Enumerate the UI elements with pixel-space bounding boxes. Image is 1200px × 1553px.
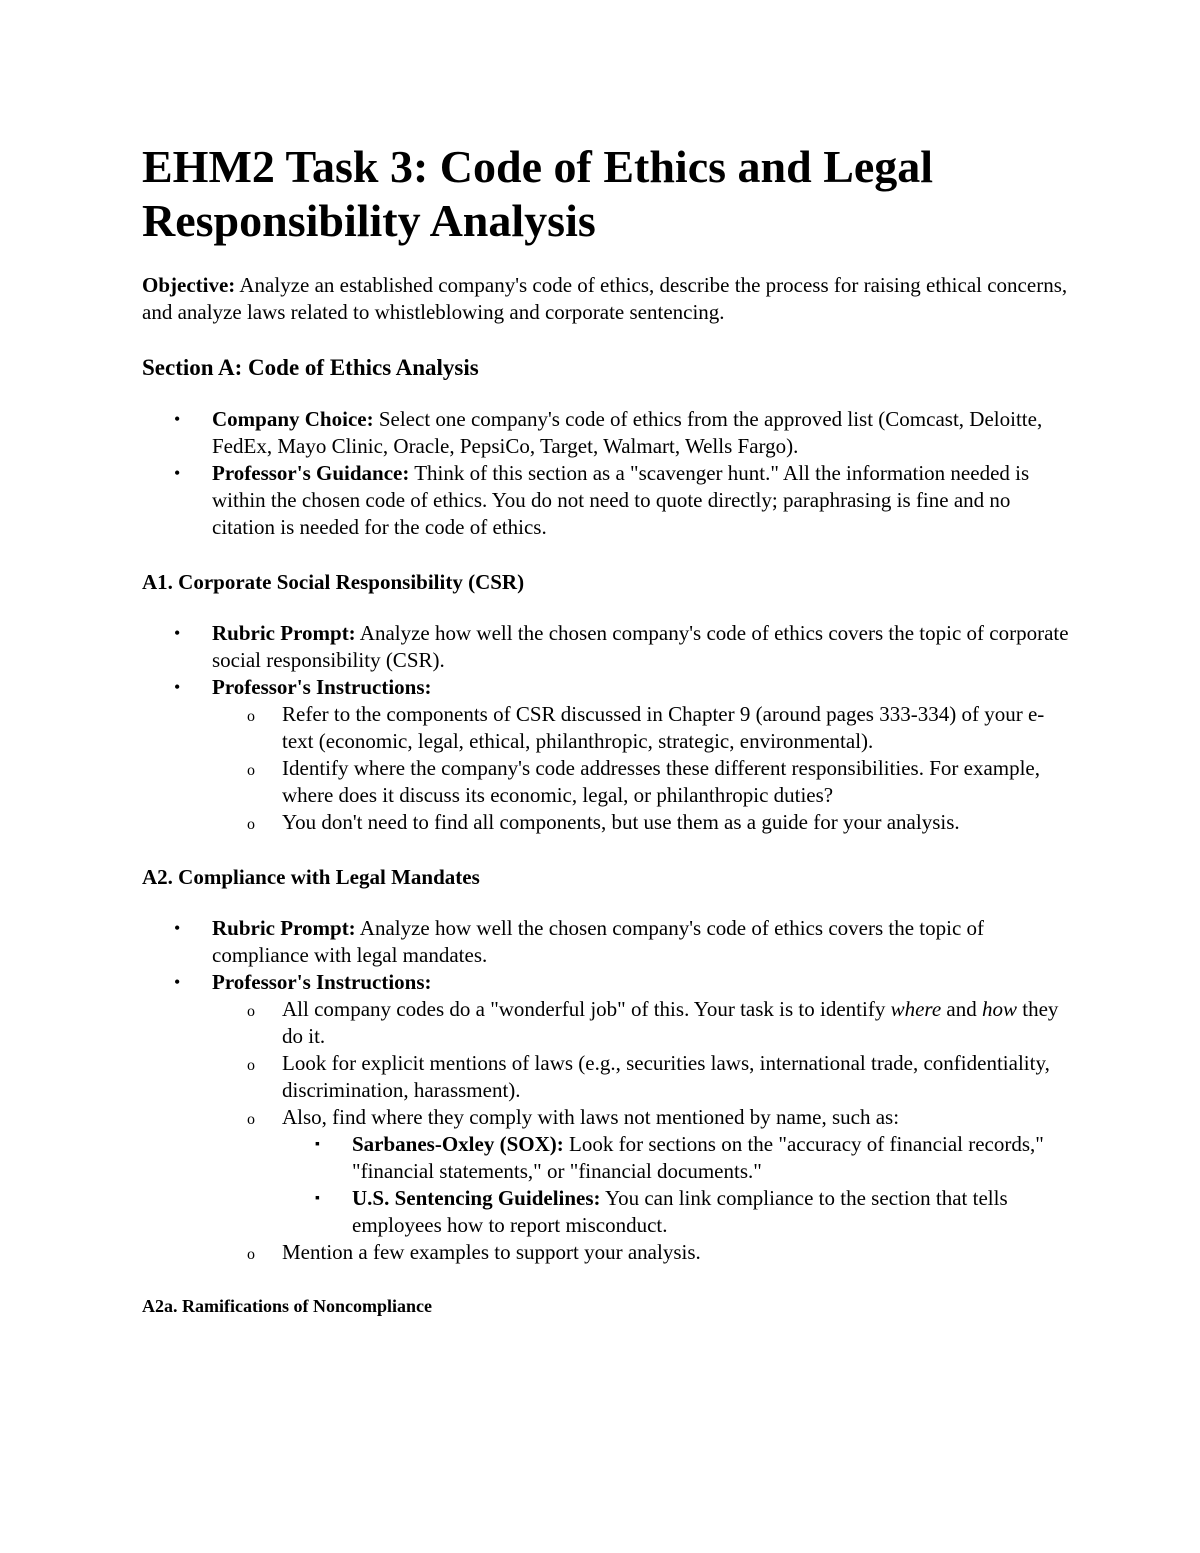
circle-bullet-icon: o: [247, 1111, 255, 1128]
bullet-label: Professor's Guidance:: [212, 461, 410, 485]
list-item: [212, 1104, 1072, 1239]
list-item: [212, 755, 1072, 809]
bullet-icon: •: [174, 918, 181, 938]
circle-bullet-icon: o: [247, 1246, 255, 1263]
list-item: [142, 915, 1072, 969]
document-title: EHM2 Task 3: Code of Ethics and Legal Responsibility Analysis: [142, 141, 934, 246]
bullet-icon: •: [174, 677, 181, 697]
objective-paragraph: [142, 272, 1072, 326]
circle-bullet-icon: o: [247, 1003, 255, 1020]
rubric-prompt-label: Rubric Prompt:: [212, 916, 356, 940]
law-text: Look for sections on the "accuracy of financial records," "financial statements," or "financial documents.": [352, 1132, 1044, 1183]
a2a-heading: A2a. Ramifications of Noncompliance: [142, 1296, 432, 1316]
list-item: [212, 1050, 1072, 1104]
circle-bullet-icon: o: [247, 762, 255, 779]
bullet-icon: •: [174, 623, 181, 643]
list-item: [142, 460, 1072, 541]
instructions-label: Professor's Instructions:: [212, 970, 432, 994]
laws-sublist: [282, 1131, 1072, 1239]
list-item: [212, 1239, 1072, 1266]
emphasis-how: how: [981, 997, 1017, 1021]
emphasis-where: where: [890, 997, 942, 1021]
instructions-label: Professor's Instructions:: [212, 675, 432, 699]
a2-instructions-list: [212, 996, 1072, 1266]
instruction-text: Mention a few examples to support your analysis.: [282, 1240, 701, 1264]
law-label: U.S. Sentencing Guidelines:: [352, 1186, 601, 1210]
a2-heading: A2. Compliance with Legal Mandates: [142, 865, 480, 889]
document-page: [142, 140, 1072, 1318]
instruction-text: Also, find where they comply with laws not mentioned by name, such as:: [282, 1105, 900, 1129]
instruction-text: All company codes do a "wonderful job" of this. Your task is to identify: [282, 997, 891, 1021]
list-item: [212, 996, 1072, 1050]
bullet-icon: •: [174, 463, 181, 483]
objective-text: Analyze an established company's code of ethics, describe the process for raising ethical concerns, and analyze laws related to whistleblowing and corporate sentencing.: [142, 273, 1068, 324]
law-label: Sarbanes-Oxley (SOX):: [352, 1132, 564, 1156]
square-bullet-icon: ▪: [315, 1191, 320, 1206]
list-item: [142, 674, 1072, 836]
rubric-prompt-text: Analyze how well the chosen company's code of ethics covers the topic of corporate social responsibility (CSR).: [212, 621, 1069, 672]
instruction-text: Look for explicit mentions of laws (e.g., securities laws, international trade, confidentiality, discrimination, harassment).: [282, 1051, 1050, 1102]
a1-heading: A1. Corporate Social Responsibility (CSR): [142, 570, 525, 594]
instruction-text: Identify where the company's code addresses these different responsibilities. For example, where does it discuss its economic, legal, or philanthropic duties?: [282, 756, 1040, 807]
list-item: [142, 969, 1072, 1266]
instruction-text: Refer to the components of CSR discussed in Chapter 9 (around pages 333-334) of your e-text (economic, legal, ethical, philanthropic, strategic, environmental).: [282, 702, 1045, 753]
section-a-bullet-list: [142, 406, 1072, 541]
objective-label: Objective:: [142, 273, 236, 297]
a1-instructions-list: [212, 701, 1072, 836]
rubric-prompt-label: Rubric Prompt:: [212, 621, 356, 645]
bullet-label: Company Choice:: [212, 407, 374, 431]
list-item: [282, 1131, 1072, 1185]
list-item: [142, 406, 1072, 460]
circle-bullet-icon: o: [247, 816, 255, 833]
bullet-text: Select one company's code of ethics from the approved list (Comcast, Deloitte, FedEx, Mayo Clinic, Oracle, PepsiCo, Target, Walmart, Wells Fargo).: [212, 407, 1043, 458]
circle-bullet-icon: o: [247, 708, 255, 725]
instruction-text: and: [941, 997, 982, 1021]
instruction-text: You don't need to find all components, but use them as a guide for your analysis.: [282, 810, 960, 834]
rubric-prompt-text: Analyze how well the chosen company's code of ethics covers the topic of compliance with legal mandates.: [212, 916, 985, 967]
law-text: You can link compliance to the section that tells employees how to report misconduct.: [352, 1186, 1008, 1237]
list-item: [142, 620, 1072, 674]
a2-bullet-list: [142, 915, 1072, 1266]
square-bullet-icon: ▪: [315, 1137, 320, 1152]
bullet-icon: •: [174, 409, 181, 429]
instruction-text: they do it.: [282, 997, 1059, 1048]
list-item: [212, 809, 1072, 836]
circle-bullet-icon: o: [247, 1057, 255, 1074]
bullet-text: Think of this section as a "scavenger hunt." All the information needed is within the chosen code of ethics. You do not need to quote directly; paraphrasing is fine and no citation is needed for the code of ethics.: [212, 461, 1030, 539]
list-item: [282, 1185, 1072, 1239]
a1-bullet-list: [142, 620, 1072, 836]
section-a-heading: Section A: Code of Ethics Analysis: [142, 355, 479, 380]
bullet-icon: •: [174, 972, 181, 992]
list-item: [212, 701, 1072, 755]
